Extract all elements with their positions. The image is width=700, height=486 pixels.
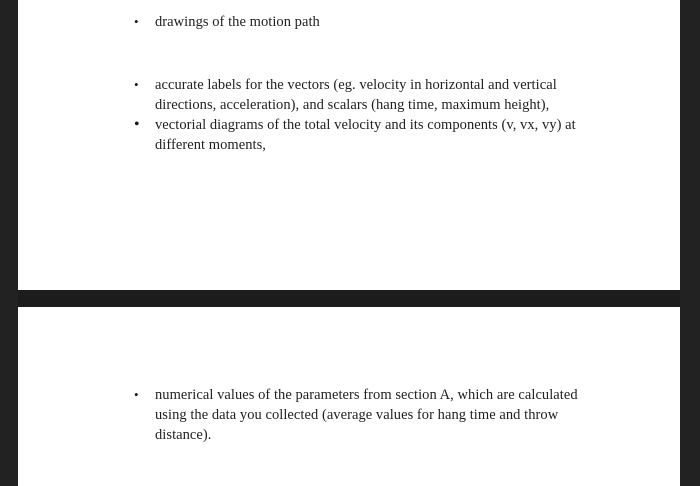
bullet-icon: • [134, 387, 139, 402]
right-dark-border [680, 0, 700, 486]
list-item [18, 12, 585, 32]
requirements-list-bottom [18, 385, 585, 445]
left-dark-border [0, 0, 18, 486]
bullet-icon: • [134, 14, 139, 29]
document-panel-top [18, 0, 680, 290]
list-item-text: vectorial diagrams of the total velocity and its components (v, vx, vy) at different moments, [155, 117, 576, 153]
list-item-text: numerical values of the parameters from section A, which are calculated using the data you collected (average values for hang time and throw distance). [155, 387, 578, 443]
list-item [18, 115, 585, 155]
bullet-icon: • [134, 116, 140, 133]
bullet-icon: • [134, 77, 139, 92]
list-item [18, 75, 585, 115]
document-panel-bottom [18, 307, 680, 486]
page-divider [18, 290, 680, 307]
list-item-text: drawings of the motion path [155, 14, 320, 30]
list-item [18, 385, 585, 445]
requirements-list-top-continued [18, 75, 585, 155]
requirements-list-top [18, 12, 585, 32]
list-item-text: accurate labels for the vectors (eg. velocity in horizontal and vertical directions, acceleration), and scalars (hang time, maximum height), [155, 77, 557, 113]
